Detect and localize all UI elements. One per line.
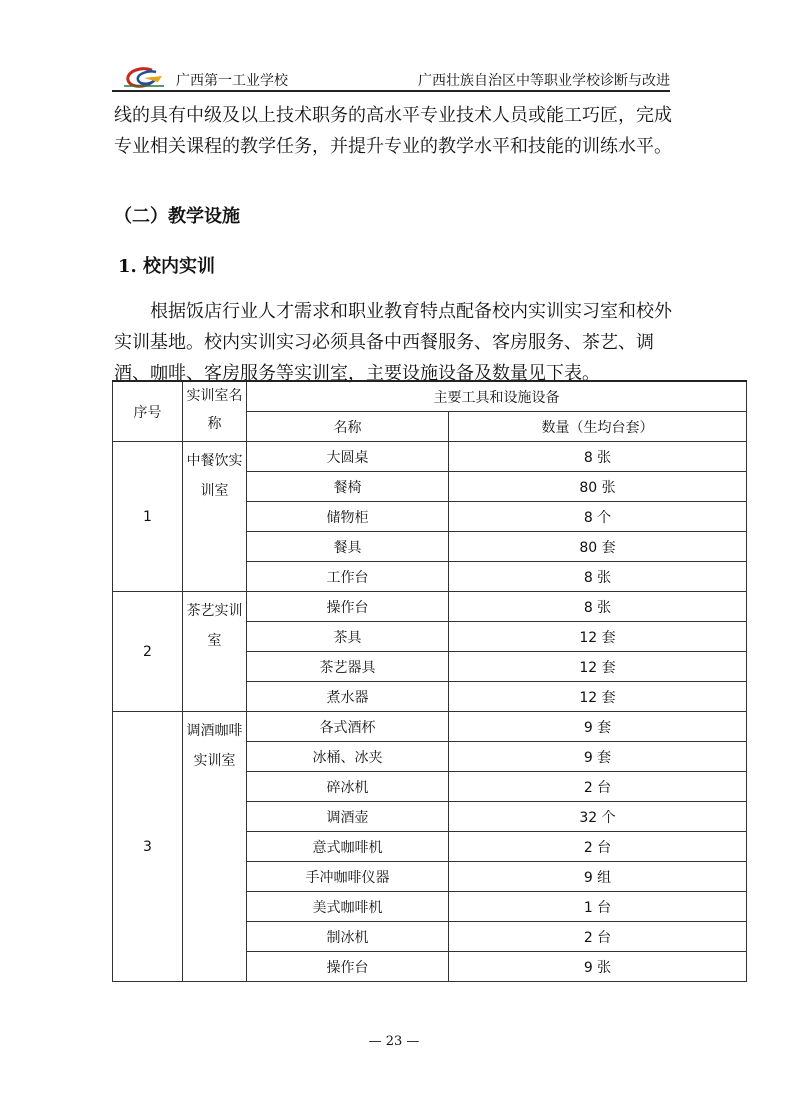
subsection-heading: 1. 校内实训 [118, 256, 216, 277]
equipment-quantity: 80 套 [449, 532, 747, 562]
equipment-name: 餐椅 [247, 472, 449, 502]
equipment-quantity: 9 组 [449, 862, 747, 892]
equipment-name: 手冲咖啡仪器 [247, 862, 449, 892]
equipment-name: 冰桶、冰夹 [247, 742, 449, 772]
row-number: 1 [113, 442, 183, 592]
equipment-name: 意式咖啡机 [247, 832, 449, 862]
equipment-quantity: 2 台 [449, 922, 747, 952]
equipment-quantity: 9 套 [449, 742, 747, 772]
header-room: 实训室名称 [183, 381, 247, 442]
equipment-name: 各式酒杯 [247, 712, 449, 742]
room-name: 茶艺实训室 [183, 592, 247, 712]
equipment-quantity: 8 张 [449, 442, 747, 472]
equipment-name: 制冰机 [247, 922, 449, 952]
equipment-quantity: 12 套 [449, 652, 747, 682]
table-header-row [113, 381, 747, 412]
facilities-table [112, 380, 747, 982]
room-name: 中餐饮实训室 [183, 442, 247, 592]
equipment-name: 茶艺器具 [247, 652, 449, 682]
table-row [113, 712, 747, 742]
equipment-quantity: 2 台 [449, 772, 747, 802]
school-logo [122, 66, 166, 90]
equipment-name: 操作台 [247, 952, 449, 982]
equipment-quantity: 8 个 [449, 502, 747, 532]
school-name: 广西第一工业学校 [176, 73, 288, 89]
equipment-quantity: 32 个 [449, 802, 747, 832]
document-title: 广西壮族自治区中等职业学校诊断与改进 [418, 73, 670, 89]
equipment-name: 储物柜 [247, 502, 449, 532]
equipment-name: 碎冰机 [247, 772, 449, 802]
row-number: 3 [113, 712, 183, 982]
header-name: 名称 [247, 412, 449, 442]
equipment-quantity: 2 台 [449, 832, 747, 862]
equipment-quantity: 9 套 [449, 712, 747, 742]
header-no: 序号 [113, 381, 183, 442]
equipment-name: 大圆桌 [247, 442, 449, 472]
equipment-name: 茶具 [247, 622, 449, 652]
room-name: 调酒咖啡实训室 [183, 712, 247, 982]
equipment-name: 煮水器 [247, 682, 449, 712]
page-header [112, 64, 670, 92]
equipment-quantity: 8 张 [449, 592, 747, 622]
header-quantity: 数量（生均台套） [449, 412, 747, 442]
equipment-name: 调酒壶 [247, 802, 449, 832]
equipment-quantity: 80 张 [449, 472, 747, 502]
equipment-name: 工作台 [247, 562, 449, 592]
equipment-name: 餐具 [247, 532, 449, 562]
equipment-name: 美式咖啡机 [247, 892, 449, 922]
row-number: 2 [113, 592, 183, 712]
equipment-quantity: 1 台 [449, 892, 747, 922]
table-row [113, 592, 747, 622]
table-row [113, 442, 747, 472]
equipment-quantity: 12 套 [449, 682, 747, 712]
header-rule [112, 90, 670, 92]
equipment-name: 操作台 [247, 592, 449, 622]
header-equipment: 主要工具和设施设备 [247, 381, 747, 412]
paragraph-2: 根据饭店行业人才需求和职业教育特点配备校内实训实习室和校外实训基地。校内实训实习必须具备中西餐服务、客房服务、茶艺、调酒、咖啡、客房服务等实训室，主要设施设备及数量见下表。 [114, 301, 672, 384]
equipment-quantity: 9 张 [449, 952, 747, 982]
equipment-quantity: 8 张 [449, 562, 747, 592]
section-heading: （二）教学设施 [114, 206, 240, 227]
page-number: — 23 — [368, 1034, 420, 1049]
paragraph-1: 线的具有中级及以上技术职务的高水平专业技术人员或能工巧匠，完成专业相关课程的教学任务，并提升专业的教学水平和技能的训练水平。 [114, 105, 672, 157]
equipment-quantity: 12 套 [449, 622, 747, 652]
